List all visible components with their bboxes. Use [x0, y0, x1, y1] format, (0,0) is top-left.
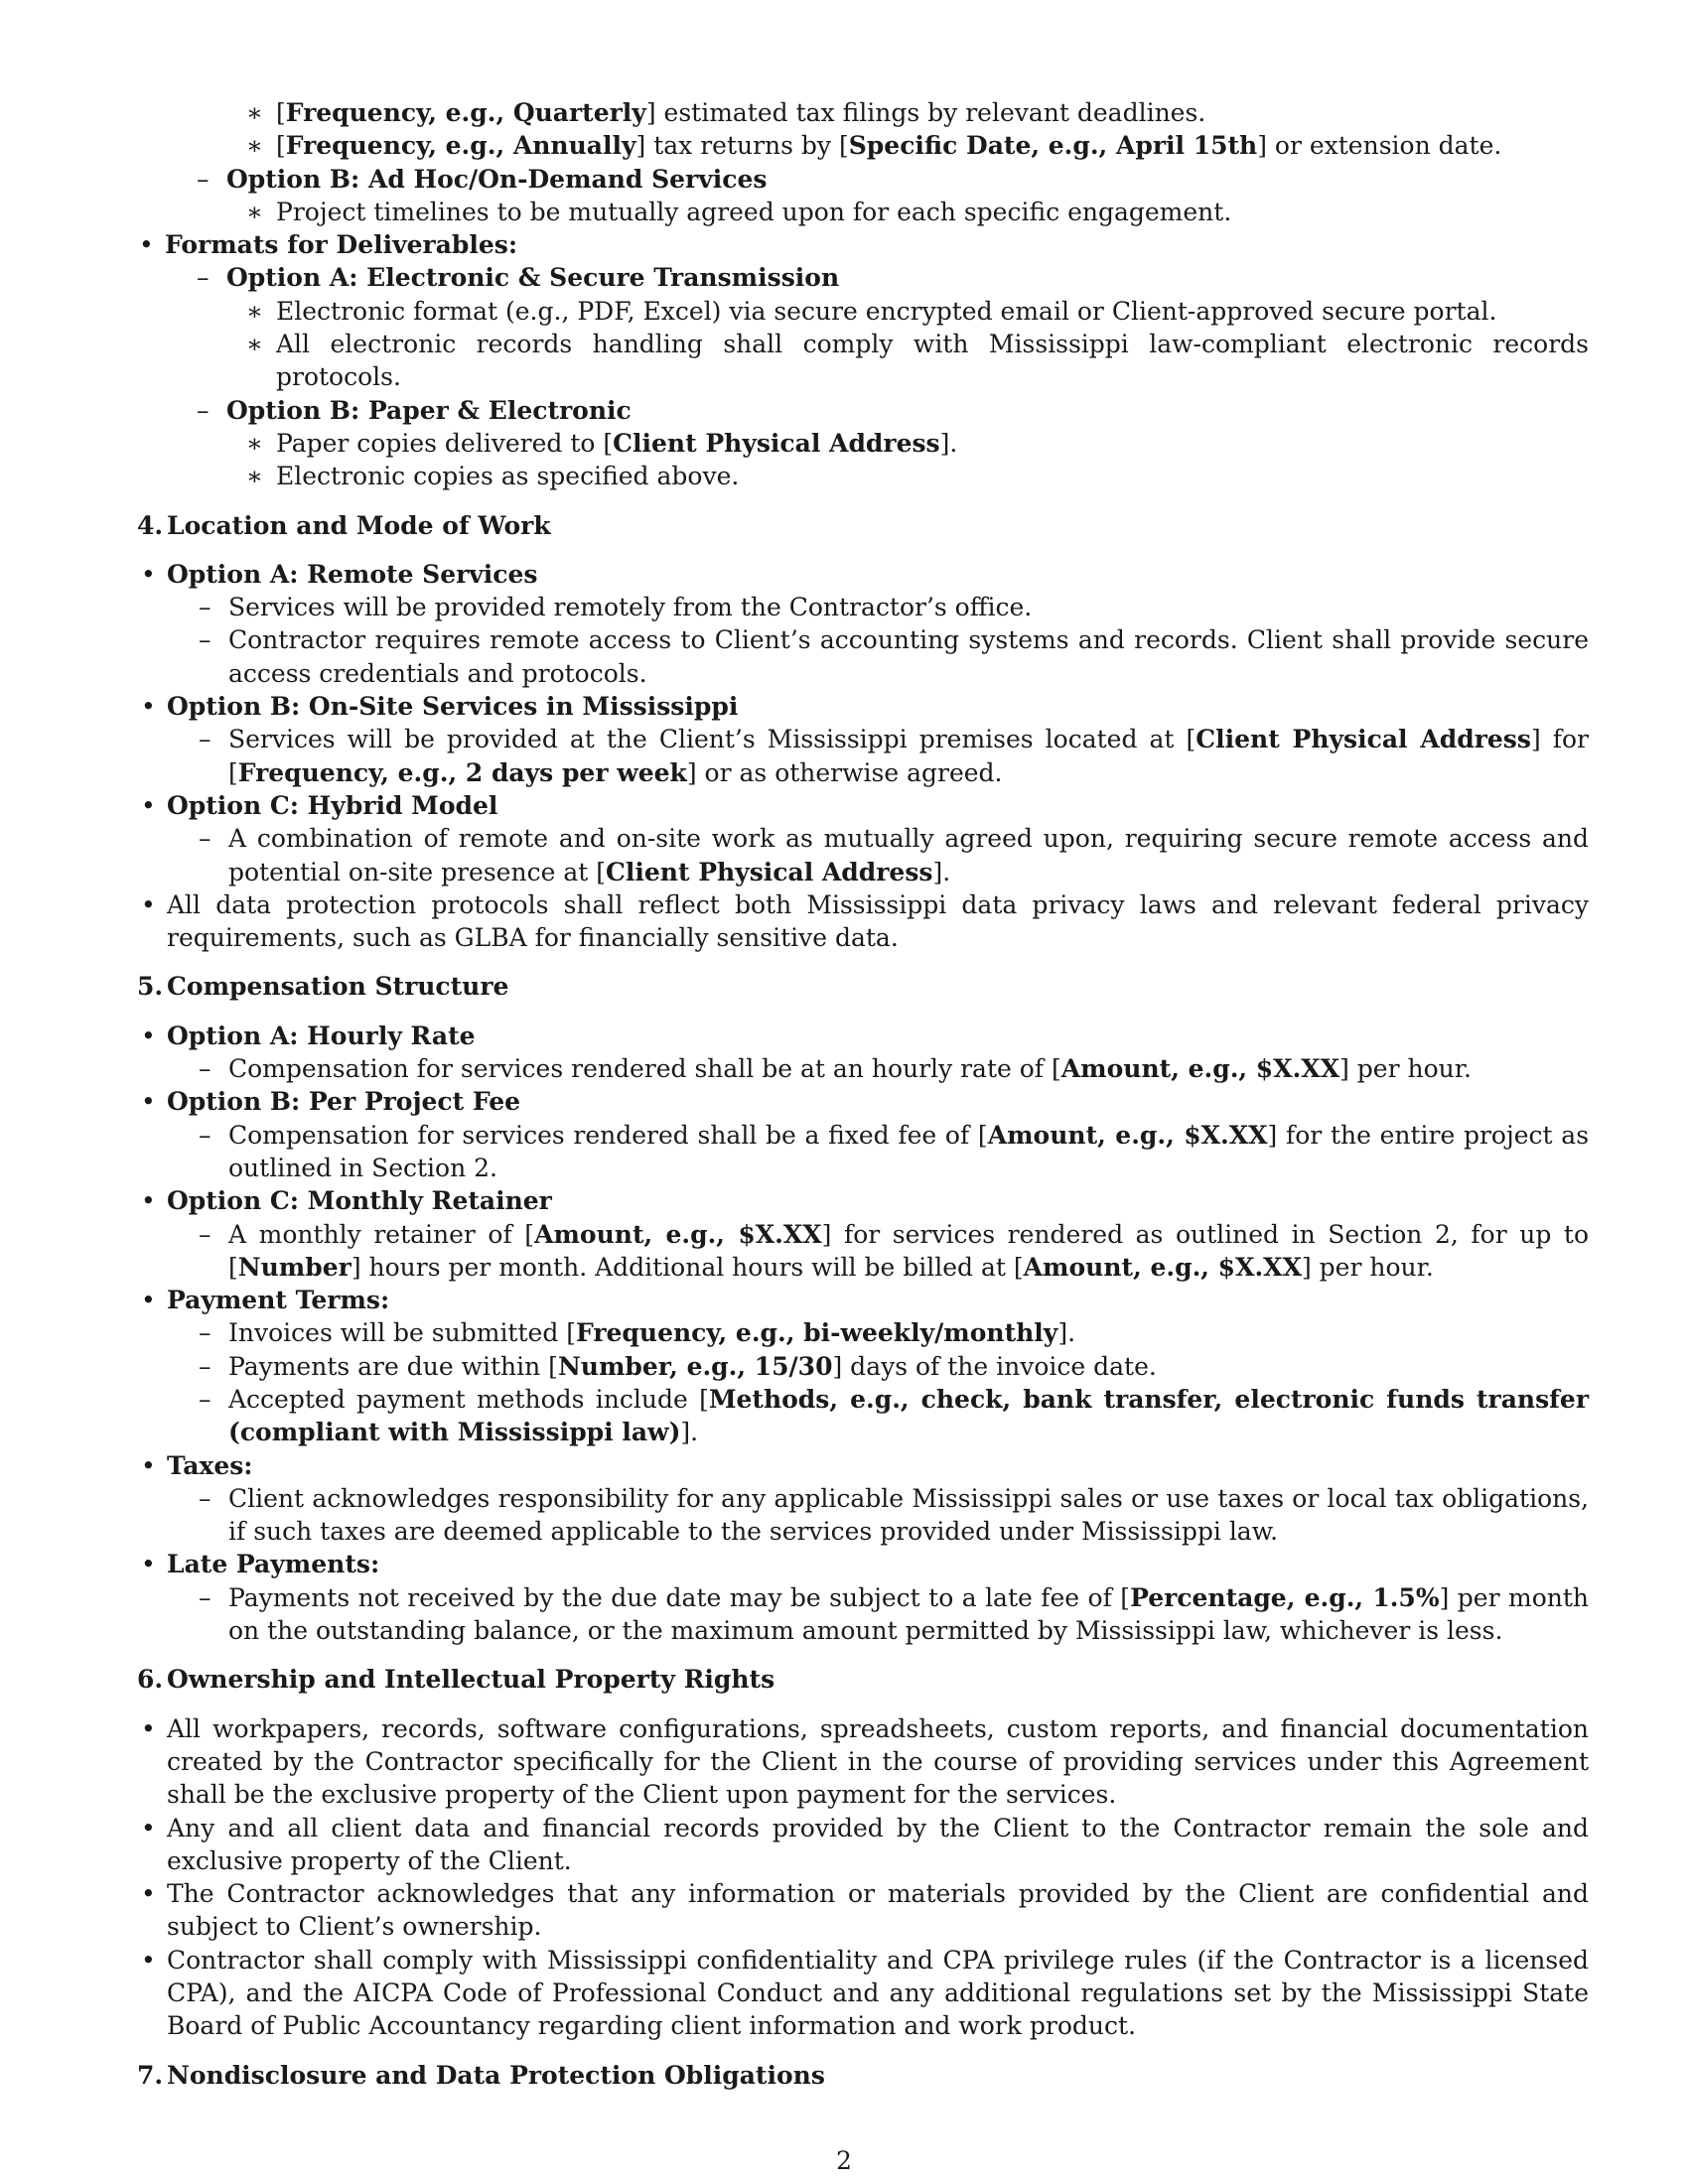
list-item: • Option A: Hourly Rate – Compensation for services rendered shall be at an hourly rate of [Amount, e.g., $X.XX] per hour.: [167, 1020, 1589, 1086]
option-a-electronic: – Option A: Electronic & Secure Transmission ∗ Electronic format (e.g., PDF, Excel) via secure encrypted email or Client-approved secure portal. ∗ All electronic records handling shall comply with Mississippi law-compliant electronic records protocols.: [226, 261, 1589, 393]
list-item: – Invoices will be submitted [Frequency, e.g., bi-weekly/monthly].: [199, 1318, 1076, 1348]
list-item: – Client acknowledges responsibility for any applicable Mississippi sales or use taxes or local tax obligations, if such taxes are deemed applicable to the services provided under Mississippi law.: [199, 1483, 1589, 1547]
page-body: [137, 96, 1590, 2108]
list-item: ∗ All electronic records handling shall comply with Mississippi law-compliant electronic records protocols.: [246, 330, 1589, 392]
list-item: • All workpapers, records, software configurations, spreadsheets, custom reports, and financial documentation created by the Contractor specifically for the Client in the course of providing services under this Agreement shall be the exclusive property of the Client upon payment for the services.: [141, 1713, 1589, 1810]
list-item: ∗ Project timelines to be mutually agreed upon for each specific engagement.: [246, 197, 1232, 226]
option-b-paper: – Option B: Paper & Electronic ∗ Paper copies delivered to [Client Physical Address]. ∗ Electronic copies as specified above.: [226, 394, 1589, 493]
section-4-heading: 4. Location and Mode of Work: [137, 510, 551, 540]
list-item: – Payments are due within [Number, e.g., 15/30] days of the invoice date.: [199, 1351, 1157, 1381]
list-item: – Compensation for services rendered shall be at an hourly rate of [Amount, e.g., $X.XX] per hour.: [199, 1054, 1472, 1084]
list-item: • Late Payments: – Payments not received by the due date may be subject to a late fee of [Percentage, e.g., 1.5%] per month on the outstanding balance, or the maximum amount permitted by Mississippi law, whichever is less.: [167, 1548, 1589, 1647]
list-item: • All data protection protocols shall reflect both Mississippi data privacy laws and relevant federal privacy requirements, such as GLBA for financially sensitive data.: [141, 889, 1589, 953]
list-item: • Option C: Hybrid Model – A combination of remote and on-site work as mutually agreed upon, requiring secure remote access and potential on-site presence at [Client Physical Address].: [167, 789, 1589, 888]
section-5-list: [141, 1020, 1590, 1648]
section-5-heading: 5. Compensation Structure: [137, 972, 509, 1002]
section-7-heading: 7. Nondisclosure and Data Protection Obligations: [137, 2060, 825, 2090]
formats-for-deliverables: • Formats for Deliverables: – Option A: Electronic & Secure Transmission ∗ Electronic format (e.g., PDF, Excel) via secure encrypted email or Client-approved secure portal. ∗ All electronic records handling shall comply with Mississippi law-compliant electronic records protocols. – Option B: Paper & Electronic ∗ Paper copies delivered to [Client Physical Address]. ∗ Electronic copies as specified above.: [165, 228, 1589, 492]
section-3-continuation: [139, 96, 1589, 493]
list-item: – Compensation for services rendered shall be a fixed fee of [Amount, e.g., $X.XX] for the entire project as outlined in Section 2.: [199, 1120, 1590, 1182]
list-item: – Contractor requires remote access to Client’s accounting systems and records. Client shall provide secure access credentials and protocols.: [199, 625, 1589, 688]
section-6-heading: 6. Ownership and Intellectual Property Rights: [137, 1665, 775, 1695]
list-item: • The Contractor acknowledges that any information or materials provided by the Client are confidential and subject to Client’s ownership.: [141, 1879, 1589, 1942]
list-item: • Payment Terms: – Invoices will be submitted [Frequency, e.g., bi-weekly/monthly]. – Payments are due within [Number, e.g., 15/30] days of the invoice date. – Accepted payment methods include [Methods, e.g., check, bank transfer, electronic funds transfer (compliant with Mississippi law)].: [167, 1284, 1589, 1448]
list-item: – Payments not received by the due date may be subject to a late fee of [Percentage, e.g., 1.5%] per month on the outstanding balance, or the maximum amount permitted by Mississippi law, whichever is less.: [199, 1582, 1589, 1646]
list-item: – Accepted payment methods include [Methods, e.g., check, bank transfer, electronic funds transfer (compliant with Mississippi law)].: [199, 1384, 1589, 1447]
page-number: 2: [836, 2146, 852, 2175]
list-item: • Option B: On-Site Services in Mississippi – Services will be provided at the Client’s Mississippi premises located at [Client Physical Address] for [Frequency, e.g., 2 days per week] or as otherwise agreed.: [167, 690, 1589, 789]
list-item: • Contractor shall comply with Mississippi confidentiality and CPA privilege rules (if the Contractor is a licensed CPA), and the AICPA Code of Professional Conduct and any additional regulations set by the Mississippi State Board of Public Accountancy regarding client information and work product.: [141, 1945, 1589, 2041]
list-item: – A combination of remote and on-site work as mutually agreed upon, requiring secure remote access and potential on-site presence at [Client Physical Address].: [199, 824, 1589, 887]
list-item: ∗ [Frequency, e.g., Annually] tax returns by [Specific Date, e.g., April 15th] or extension date.: [246, 131, 1502, 161]
list-item: – Services will be provided remotely from the Contractor’s office.: [199, 593, 1033, 622]
list-item: • Option A: Remote Services – Services will be provided remotely from the Contractor’s office. – Contractor requires remote access to Client’s accounting systems and records. Client shall provide secure access credentials and protocols.: [167, 558, 1589, 690]
section-6-list: [141, 1712, 1589, 2043]
list-item: ∗ Electronic copies as specified above.: [246, 462, 740, 491]
option-b-ad-hoc: – Option B: Ad Hoc/On-Demand Services ∗ Project timelines to be mutually agreed upon for each specific engagement.: [226, 163, 1589, 229]
list-item: • Any and all client data and financial records provided by the Client to the Contractor remain the sole and exclusive property of the Client.: [141, 1813, 1589, 1875]
list-item: ∗ [Frequency, e.g., Quarterly] estimated tax filings by relevant deadlines.: [246, 98, 1206, 127]
list-item: – A monthly retainer of [Amount, e.g., $X.XX] for services rendered as outlined in Section 2, for up to [Number] hours per month. Additional hours will be billed at [Amount, e.g., $X.XX] per hour.: [199, 1219, 1589, 1282]
section-4-list: [141, 558, 1589, 955]
list-item: ∗ Paper copies delivered to [Client Physical Address].: [246, 428, 958, 458]
list-item: ∗ Electronic format (e.g., PDF, Excel) via secure encrypted email or Client-approved secure portal.: [246, 296, 1497, 326]
list-item: – Services will be provided at the Client’s Mississippi premises located at [Client Physical Address] for [Frequency, e.g., 2 days per week] or as otherwise agreed.: [199, 725, 1589, 787]
list-item: • Option C: Monthly Retainer – A monthly retainer of [Amount, e.g., $X.XX] for services rendered as outlined in Section 2, for up to [Number] hours per month. Additional hours will be billed at [Amount, e.g., $X.XX] per hour.: [167, 1184, 1589, 1284]
list-item: • Taxes: – Client acknowledges responsibility for any applicable Mississippi sales or use taxes or local tax obligations, if such taxes are deemed applicable to the services provided under Mississippi law.: [167, 1449, 1589, 1549]
list-item: • Option B: Per Project Fee – Compensation for services rendered shall be a fixed fee of [Amount, e.g., $X.XX] for the entire project as outlined in Section 2.: [167, 1085, 1589, 1184]
